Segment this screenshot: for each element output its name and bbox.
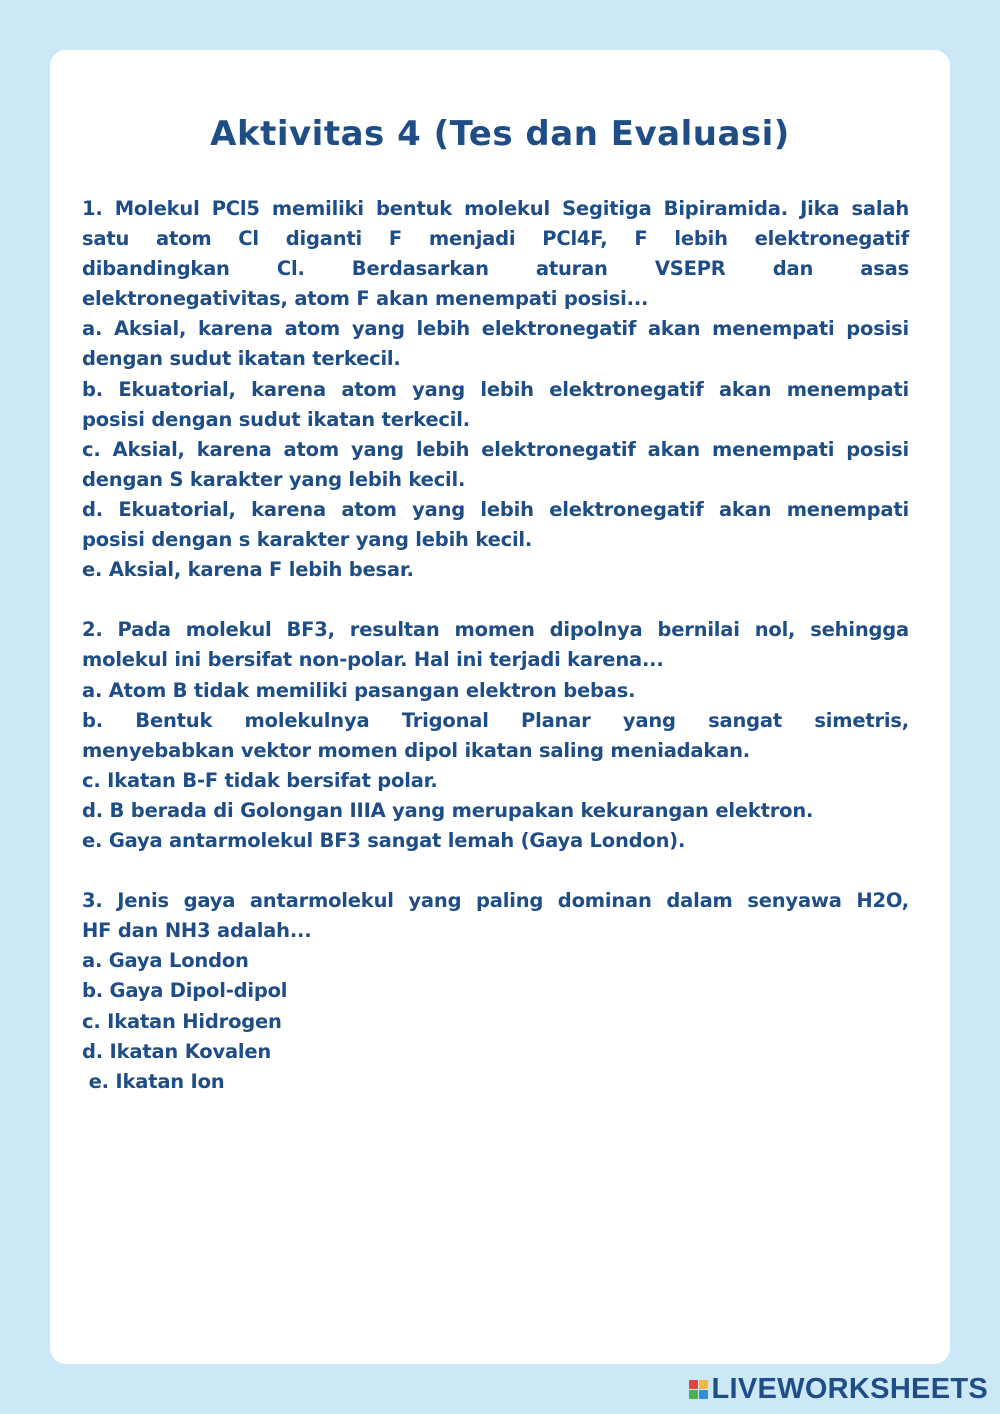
question-2-stem-line: molekul ini bersifat non-polar. Hal ini terjadi karena... [82,648,664,672]
question-3 [82,886,909,1097]
question-1-option-e: e. Aksial, karena F lebih besar. [82,558,414,582]
badge-square-blue [699,1390,708,1399]
question-3-option-a: a. Gaya London [82,949,249,973]
spacer [82,856,909,886]
question-1-option-c: c. Aksial, karena atom yang lebih elektronegatif akan menempati posisi [82,437,909,461]
question-3-stem-line: 3. Jenis gaya antarmolekul yang paling dominan dalam senyawa H2O, [82,889,909,913]
question-1-option-a-cont: dengan sudut ikatan terkecil. [82,347,401,371]
liveworksheets-logo-text: LIVEWORKSHEETS [711,1372,988,1405]
page-title: Aktivitas 4 (Tes dan Evaluasi) [210,114,790,154]
question-2-option-c: c. Ikatan B-F tidak bersifat polar. [82,768,438,792]
question-1-option-d: d. Ekuatorial, karena atom yang lebih elektronegatif akan menempati [82,497,909,521]
question-3-option-e: e. Ikatan Ion [82,1069,225,1093]
question-2-option-e: e. Gaya antarmolekul BF3 sangat lemah (Gaya London). [82,828,686,852]
question-1-option-d-cont: posisi dengan s karakter yang lebih kecil. [82,528,533,552]
question-1-option-c-cont: dengan S karakter yang lebih kecil. [82,467,466,491]
question-1-option-a: a. Aksial, karena atom yang lebih elektronegatif akan menempati posisi [82,317,909,341]
question-2-option-d: d. B berada di Golongan IIIA yang merupakan kekurangan elektron. [82,798,814,822]
liveworksheets-logo[interactable] [689,1372,989,1406]
question-1-stem-line: satu atom Cl diganti F menjadi PCl4F, F lebih elektronegatif [82,227,909,251]
badge-square-green [689,1390,698,1399]
question-3-stem-line: HF dan NH3 adalah... [82,919,312,943]
question-1 [82,194,909,585]
badge-square-red [689,1380,698,1389]
question-2-stem-line: 2. Pada molekul BF3, resultan momen dipolnya bernilai nol, sehingga [82,618,909,642]
question-1-stem-line: 1. Molekul PCl5 memiliki bentuk molekul Segitiga Bipiramida. Jika salah [82,197,909,220]
question-2-option-a: a. Atom B tidak memiliki pasangan elektron bebas. [82,678,636,702]
badge-square-yellow [699,1380,708,1389]
question-2-option-b: b. Bentuk molekulnya Trigonal Planar yang sangat simetris, [82,708,909,732]
question-3-option-c: c. Ikatan Hidrogen [82,1009,282,1033]
spacer [82,585,909,615]
question-3-option-d: d. Ikatan Kovalen [82,1039,272,1063]
question-2 [82,615,909,856]
question-1-option-b: b. Ekuatorial, karena atom yang lebih elektronegatif akan menempati [82,377,909,401]
question-1-stem-line: elektronegativitas, atom F akan menempati posisi... [82,287,649,311]
question-1-option-b-cont: posisi dengan sudut ikatan terkecil. [82,407,470,431]
question-2-option-b-cont: menyebabkan vektor momen dipol ikatan saling meniadakan. [82,738,750,762]
liveworksheets-badge-icon [689,1380,708,1399]
question-1-stem-line: dibandingkan Cl. Berdasarkan aturan VSEPR dan asas [82,257,909,281]
question-list [82,194,909,1097]
question-3-option-b: b. Gaya Dipol-dipol [82,979,288,1003]
